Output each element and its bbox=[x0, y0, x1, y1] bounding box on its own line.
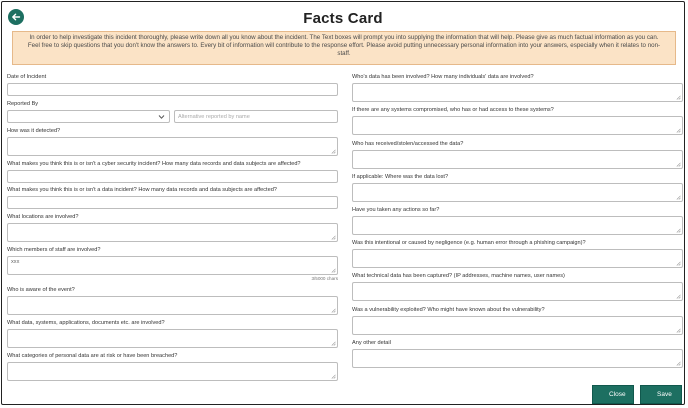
reported-by-label: Reported By bbox=[7, 101, 39, 107]
char-counter: 3/5000 chars bbox=[311, 276, 338, 281]
close-button[interactable] bbox=[592, 385, 634, 404]
intentional-field bbox=[352, 240, 683, 268]
chevron-down-icon bbox=[158, 114, 165, 120]
technical-data-textarea[interactable] bbox=[352, 282, 683, 301]
resize-handle-icon[interactable] bbox=[676, 328, 681, 333]
cyber-incident-label: What makes you think this is or isn't a cyber security incident? How many data records and data subjects are affected? bbox=[7, 161, 301, 167]
locations-label: What locations are involved? bbox=[7, 214, 79, 220]
who-received-label: Who has received/stolen/accessed the data? bbox=[352, 141, 464, 147]
resize-handle-icon[interactable] bbox=[676, 162, 681, 167]
other-detail-field bbox=[352, 340, 683, 368]
instruction-notice: In order to help investigate this incident thoroughly, please write down all you know about the incident. The Text boxes will prompt you into supplying the information that will help. Please give as much factual information as you can. Feel free to skip questions that you don't know the answers to. Every bit of information will contribute to the response effort. Please avoid putting unnecessary personal information into your answers, especially when it relates to non-staff. bbox=[12, 31, 676, 65]
systems-compromised-field bbox=[352, 107, 683, 135]
locations-textarea[interactable] bbox=[7, 223, 338, 242]
close-button-label: Close bbox=[609, 391, 626, 398]
who-received-field bbox=[352, 141, 683, 169]
data-incident-label: What makes you think this is or isn't a data incident? How many data records and data subjects are affected? bbox=[7, 187, 277, 193]
resize-handle-icon[interactable] bbox=[331, 235, 336, 240]
intentional-label: Was this intentional or caused by negligence (e.g. human error through a phishing campaign)? bbox=[352, 240, 586, 246]
who-received-textarea[interactable] bbox=[352, 150, 683, 169]
intentional-textarea[interactable] bbox=[352, 249, 683, 268]
reported-by-field bbox=[7, 101, 338, 123]
resize-handle-icon[interactable] bbox=[676, 361, 681, 366]
staff-involved-label: Which members of staff are involved? bbox=[7, 247, 101, 253]
whose-data-label: Who's data has been involved? How many individuals' data are involved? bbox=[352, 74, 534, 80]
vulnerability-textarea[interactable] bbox=[352, 316, 683, 335]
resize-handle-icon[interactable] bbox=[331, 268, 336, 273]
resize-handle-icon[interactable] bbox=[331, 341, 336, 346]
cyber-incident-field bbox=[7, 161, 338, 183]
other-detail-label: Any other detail bbox=[352, 340, 391, 346]
resize-handle-icon[interactable] bbox=[331, 308, 336, 313]
data-incident-textarea[interactable] bbox=[7, 196, 338, 209]
where-lost-field bbox=[352, 174, 683, 202]
locations-field bbox=[7, 214, 338, 242]
where-lost-textarea[interactable] bbox=[352, 183, 683, 202]
resize-handle-icon[interactable] bbox=[676, 228, 681, 233]
cyber-incident-textarea[interactable] bbox=[7, 170, 338, 183]
systems-involved-textarea[interactable] bbox=[7, 329, 338, 348]
systems-involved-label: What data, systems, applications, documents etc. are involved? bbox=[7, 320, 165, 326]
save-button-label: Save bbox=[657, 391, 672, 398]
page-title: Facts Card bbox=[303, 10, 383, 27]
date-of-incident-field bbox=[7, 74, 338, 96]
date-of-incident-label: Date of Incident bbox=[7, 74, 47, 80]
staff-involved-textarea[interactable] bbox=[7, 256, 338, 275]
actions-taken-field bbox=[352, 207, 683, 235]
staff-involved-field bbox=[7, 247, 338, 281]
systems-compromised-textarea[interactable] bbox=[352, 116, 683, 135]
technical-data-label: What technical data has been captured? (IP addresses, machine names, user names) bbox=[352, 273, 565, 279]
reported-by-select[interactable] bbox=[7, 110, 170, 123]
vulnerability-label: Was a vulnerability exploited? Who might have known about the vulnerability? bbox=[352, 307, 545, 313]
resize-handle-icon[interactable] bbox=[676, 195, 681, 200]
actions-taken-label: Have you taken any actions so far? bbox=[352, 207, 440, 213]
systems-compromised-label: If there are any systems compromised, who has or had access to these systems? bbox=[352, 107, 554, 113]
personal-data-field bbox=[7, 353, 338, 381]
vulnerability-field bbox=[352, 307, 683, 335]
resize-handle-icon[interactable] bbox=[676, 261, 681, 266]
resize-handle-icon[interactable] bbox=[676, 128, 681, 133]
resize-handle-icon[interactable] bbox=[676, 294, 681, 299]
data-incident-field bbox=[7, 187, 338, 209]
actions-taken-textarea[interactable] bbox=[352, 216, 683, 235]
resize-handle-icon[interactable] bbox=[331, 374, 336, 379]
how-detected-field bbox=[7, 128, 338, 156]
staff-involved-value: xxx bbox=[11, 259, 20, 265]
who-aware-textarea[interactable] bbox=[7, 296, 338, 315]
alternative-reported-by-input[interactable]: Alternative reported by name bbox=[174, 110, 338, 123]
where-lost-label: If applicable: Where was the data lost? bbox=[352, 174, 449, 180]
resize-handle-icon[interactable] bbox=[676, 95, 681, 100]
systems-involved-field bbox=[7, 320, 338, 348]
technical-data-field bbox=[352, 273, 683, 301]
personal-data-label: What categories of personal data are at risk or have been breached? bbox=[7, 353, 178, 359]
facts-card-window bbox=[1, 1, 685, 405]
who-aware-field bbox=[7, 287, 338, 315]
whose-data-field bbox=[352, 74, 683, 102]
date-of-incident-input[interactable] bbox=[7, 83, 338, 96]
personal-data-textarea[interactable] bbox=[7, 362, 338, 381]
who-aware-label: Who is aware of the event? bbox=[7, 287, 75, 293]
save-button[interactable] bbox=[640, 385, 682, 404]
whose-data-textarea[interactable] bbox=[352, 83, 683, 102]
other-detail-textarea[interactable] bbox=[352, 349, 683, 368]
how-detected-label: How was it detected? bbox=[7, 128, 61, 134]
how-detected-textarea[interactable] bbox=[7, 137, 338, 156]
resize-handle-icon[interactable] bbox=[331, 149, 336, 154]
